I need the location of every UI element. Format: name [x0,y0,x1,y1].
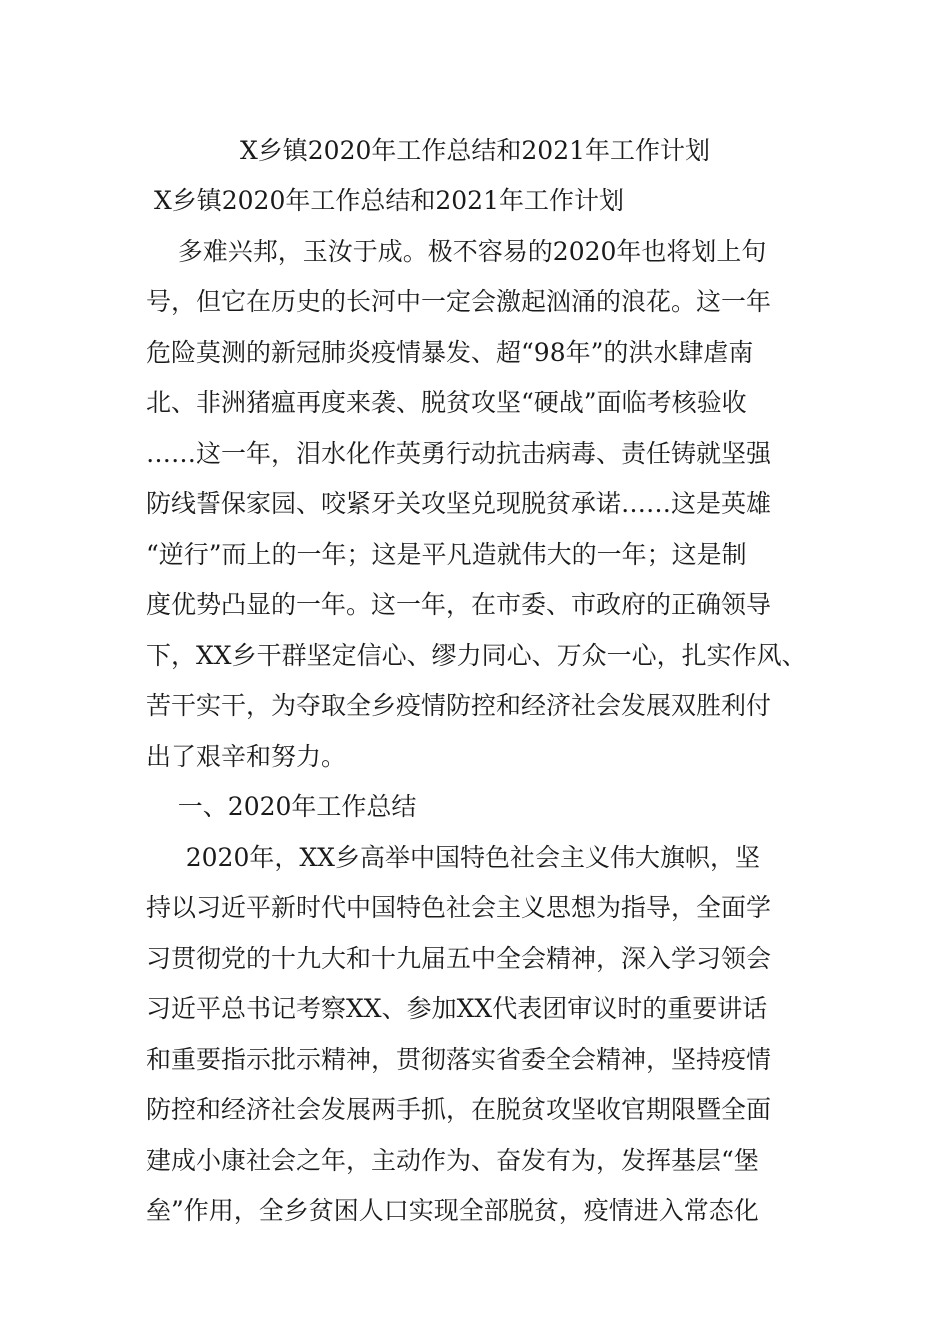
paragraph-line: “逆行”而上的一年；这是平凡造就伟大的一年；这是制 [146,539,747,569]
paragraph-line: 号，但它在历史的长河中一定会激起汹涌的浪花。这一年 [146,287,772,316]
paragraph-line: ……这一年，泪水化作英勇行动抗击病毒、责任铸就坚强 [146,438,772,468]
paragraph-line: 出了艰辛和努力。 [146,741,347,771]
section-heading: 一、2020年工作总结 [146,792,417,821]
document-body [146,176,806,1237]
paragraph-line: 多难兴邦，玉汝于成。极不容易的2020年也将划上句 [146,236,767,266]
paragraph-line: 防控和经济社会发展两手抓，在脱贫攻坚收官期限暨全面 [146,1095,772,1124]
paragraph-line: 垒”作用，全乡贫困人口实现全部脱贫，疫情进入常态化 [146,1196,759,1225]
paragraph-line: 度优势凸显的一年。这一年，在市委、市政府的正确领导 [146,590,772,619]
paragraph-line: 持以习近平新时代中国特色社会主义思想为指导，全面学 [146,893,772,922]
paragraph-line: 建成小康社会之年，主动作为、奋发有为，发挥基层“堡 [146,1145,759,1175]
paragraph-line: 苦干实干，为夺取全乡疫情防控和经济社会发展双胜利付 [146,691,772,720]
paragraph-line: 北、非洲猪瘟再度来袭、脱贫攻坚“硬战”面临考核验收 [146,388,747,417]
paragraph-line: 下，XX乡干群坚定信心、缪力同心、万众一心，扎实作风、 [146,640,807,670]
paragraph-line: 防线誓保家园、咬紧牙关攻坚兑现脱贫承诺……这是英雄 [146,489,772,518]
paragraph-line: 2020年，XX乡高举中国特色社会主义伟大旗帜，坚 [146,842,760,872]
paragraph-line: 习近平总书记考察XX、参加XX代表团审议时的重要讲话 [146,994,768,1023]
paragraph-line: 危险莫测的新冠肺炎疫情暴发、超“98年”的洪水肆虐南 [146,337,754,367]
paragraph-line: 习贯彻党的十九大和十九届五中全会精神，深入学习领会 [146,943,772,973]
paragraph-line: 和重要指示批示精神，贯彻落实省委全会精神，坚持疫情 [146,1044,772,1074]
document-title: X乡镇2020年工作总结和2021年工作计划 [239,136,711,165]
subtitle-line: X乡镇2020年工作总结和2021年工作计划 [146,186,624,215]
